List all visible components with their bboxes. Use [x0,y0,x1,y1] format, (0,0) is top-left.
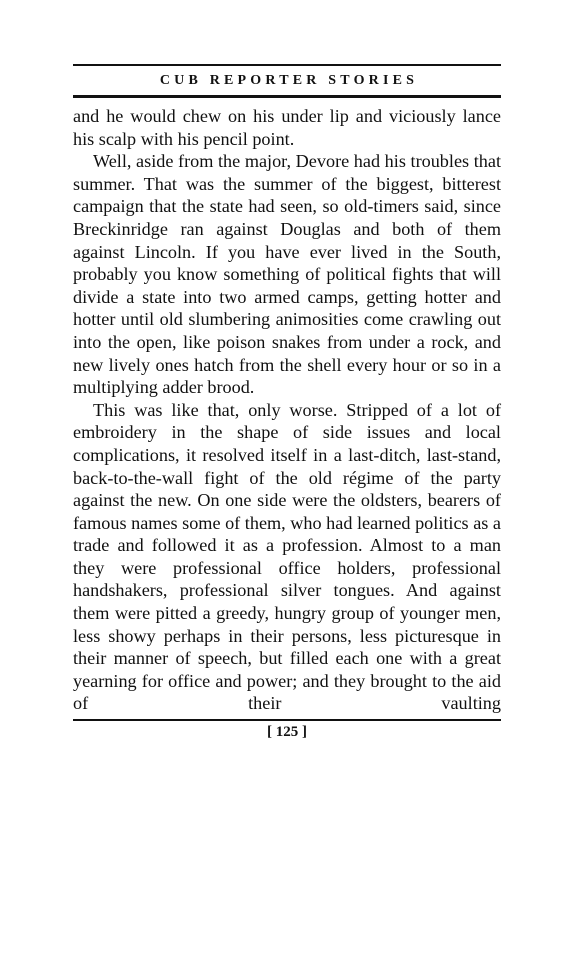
page-number: [ 125 ] [267,724,307,741]
paragraph-2: Well, aside from the major, Devore had his troubles that summer. That was the summer of the biggest, bitterest campaign that the state had seen, so old-timers said, since Breckinridge ran against Douglas and both of them against Lincoln. If you have ever lived in the South, probably you know something of political fights that will divide a state into two armed camps, getting hotter and hotter until old slumbering animosities come crawling out into the open, like poison snakes from under a rock, and new lively ones hatch from the shell every hour or so in a multiplying adder brood. [73,151,501,398]
body-text [73,105,501,715]
bottom-rule [73,719,501,721]
header-rule [73,95,501,98]
running-head: CUB REPORTER STORIES [159,73,419,88]
paragraph-3: This was like that, only worse. Stripped of a lot of embroidery in the shape of side issues and local complications, it resolved itself in a last-ditch, last-stand, back-to-the-wall fight of the old régime of the party against the new. On one side were the oldsters, bearers of famous names some of them, who had learned politics as a trade and followed it as a profession. Almost to a man they were professional office holders, professional handshakers, professional silver tongues. And against them were pitted a greedy, hungry group of younger men, less showy perhaps in their persons, less picturesque in their manner of speech, but filled each one with a great yearning for office and power; and they brought to the aid of their vaulting [73,399,501,714]
book-page [73,64,501,741]
paragraph-1: and he would chew on his under lip and viciously lance his scalp with his pencil point. [73,106,501,149]
